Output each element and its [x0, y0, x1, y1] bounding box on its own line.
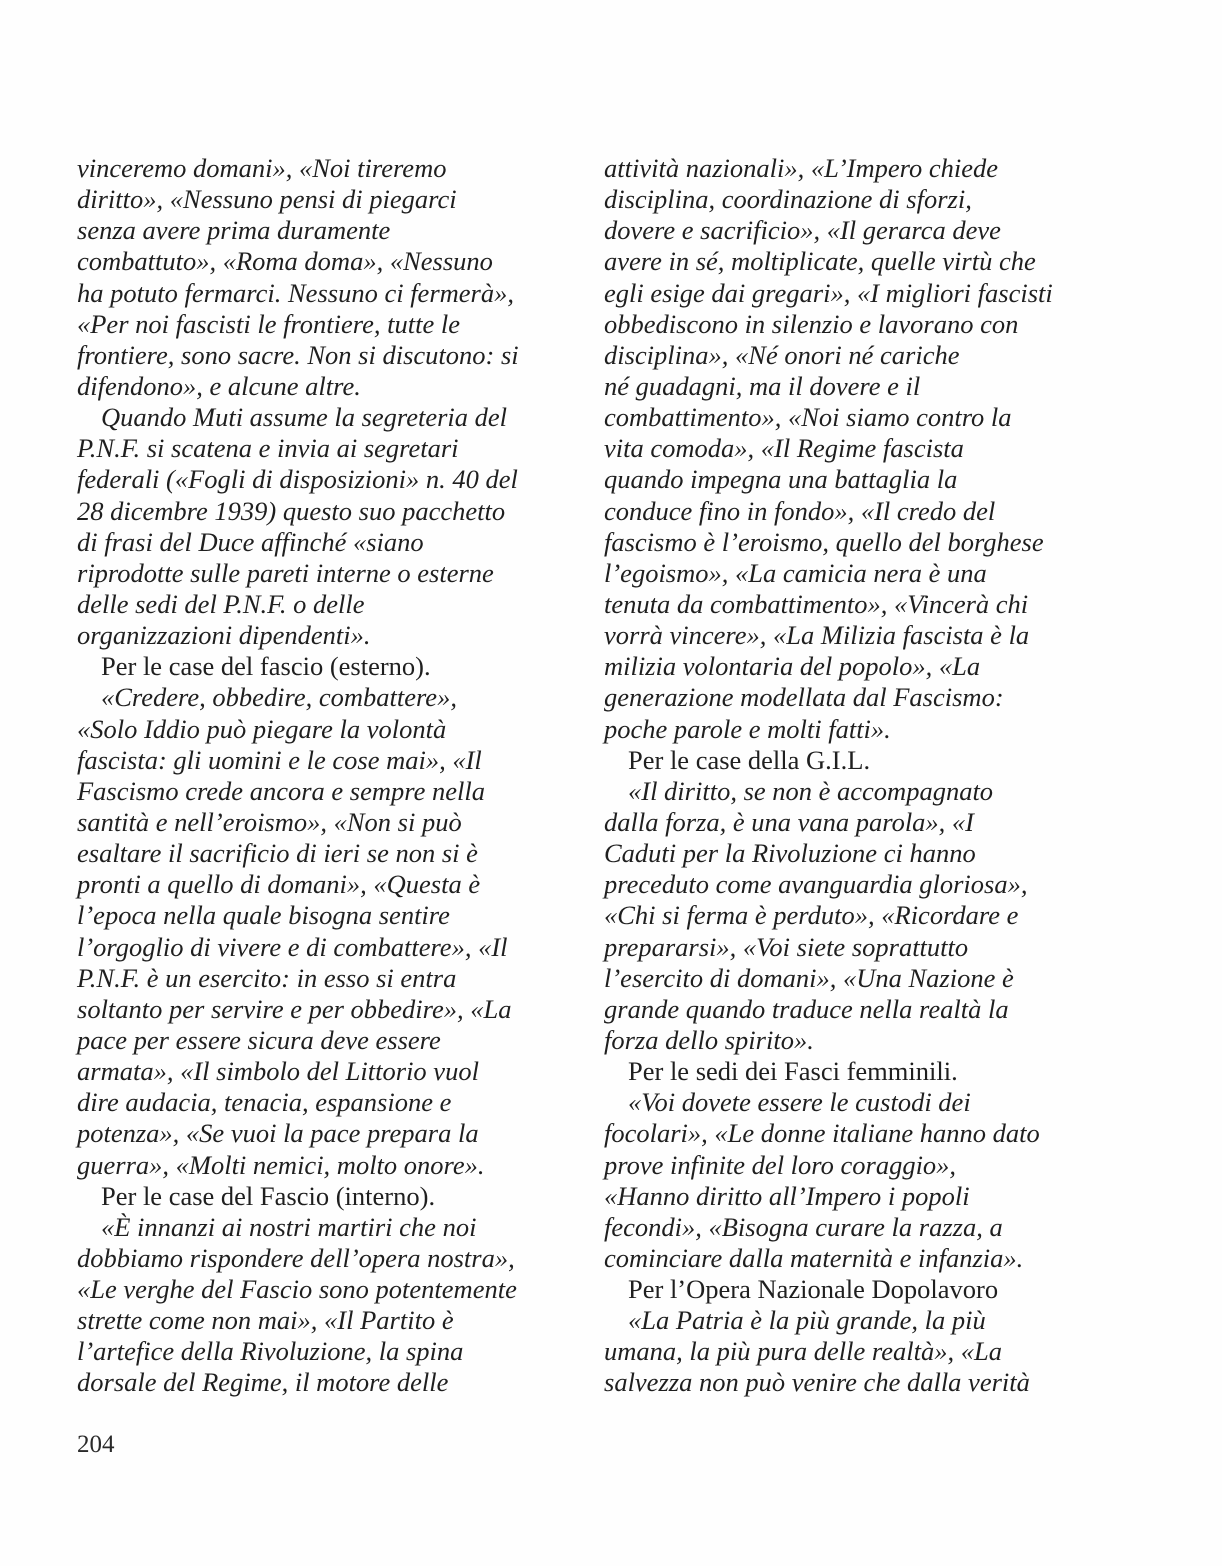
- text-line: senza avere prima duramente: [77, 215, 391, 246]
- text-line: dorsale del Regime, il motore delle: [77, 1367, 449, 1398]
- text-line: prepararsi», «Voi siete soprattutto: [604, 931, 969, 962]
- text-line: armata», «Il simbolo del Littorio vuol: [77, 1056, 479, 1087]
- text-line: Per le case della G.I.L.: [628, 744, 871, 775]
- text-line: Per le sedi dei Fasci femminili.: [628, 1056, 958, 1087]
- text-line: pronti a quello di domani», «Questa è: [77, 869, 481, 900]
- text-line: disciplina, coordinazione di sforzi,: [604, 184, 972, 215]
- text-line: 28 dicembre 1939) questo suo pacchetto: [77, 495, 506, 526]
- text-line: grande quando traduce nella realtà la: [604, 993, 1009, 1024]
- text-line: vita comoda», «Il Regime fascista: [604, 433, 964, 464]
- text-line: l’esercito di domani», «Una Nazione è: [604, 962, 1014, 993]
- text-line: fecondi», «Bisogna curare la razza, a: [604, 1211, 1003, 1242]
- text-line: «Il diritto, se non è accompagnato: [628, 775, 994, 806]
- text-line: pace per essere sicura deve essere: [77, 1024, 441, 1055]
- text-line: potenza», «Se vuoi la pace prepara la: [77, 1118, 479, 1149]
- text-line: focolari», «Le donne italiane hanno dato: [604, 1118, 1040, 1149]
- text-line: combattimento», «Noi siamo contro la: [604, 402, 1012, 433]
- text-line: «Solo Iddio può piegare la volontà: [77, 713, 447, 744]
- text-line: conduce fino in fondo», «Il credo del: [604, 495, 996, 526]
- text-line: «Chi si ferma è perduto», «Ricordare e: [604, 900, 1019, 931]
- text-line: «Le verghe del Fascio sono potentemente: [77, 1274, 517, 1305]
- text-line: «È innanzi ai nostri martiri che noi: [101, 1211, 477, 1242]
- text-line: federali («Fogli di disposizioni» n. 40 del: [77, 464, 518, 495]
- text-line: vorrà vincere», «La Milizia fascista è la: [604, 620, 1030, 651]
- text-line: «Credere, obbedire, combattere»,: [101, 682, 457, 713]
- text-line: fascismo è l’eroismo, quello del borghese: [604, 526, 1044, 557]
- text-line: P.N.F. è un esercito: in esso si entra: [77, 962, 457, 993]
- text-line: Per le case del Fascio (interno).: [101, 1180, 436, 1211]
- text-line: Per le case del fascio (esterno).: [101, 651, 431, 682]
- text-line: dobbiamo rispondere dell’opera nostra»,: [77, 1242, 515, 1273]
- text-line: prove infinite del loro coraggio»,: [604, 1149, 957, 1180]
- text-line: né guadagni, ma il dovere e il: [604, 370, 921, 401]
- text-line: organizzazioni dipendenti».: [77, 620, 371, 651]
- text-line: obbediscono in silenzio e lavorano con: [604, 308, 1019, 339]
- text-line: quando impegna una battaglia la: [604, 464, 958, 495]
- text-line: attività nazionali», «L’Impero chiede: [604, 153, 999, 183]
- page-number: 204: [77, 1431, 115, 1458]
- text-line: avere in sé, moltiplicate, quelle virtù che: [604, 246, 1036, 277]
- text-line: diritto», «Nessuno pensi di piegarci: [77, 184, 457, 215]
- text-line: delle sedi del P.N.F. o delle: [77, 588, 365, 619]
- text-line: l’artefice della Rivoluzione, la spina: [77, 1336, 464, 1367]
- text-line: guerra», «Molti nemici, molto onore».: [77, 1149, 485, 1180]
- text-line: Fascismo crede ancora e sempre nella: [77, 775, 485, 806]
- text-line: Quando Muti assume la segreteria del: [101, 402, 508, 433]
- text-line: poche parole e molti fatti».: [604, 713, 891, 744]
- text-line: generazione modellata dal Fascismo:: [604, 682, 1004, 713]
- text-line: ha potuto fermarci. Nessuno ci fermerà»,: [77, 277, 514, 308]
- text-line: fascista: gli uomini e le cose mai», «Il: [77, 744, 482, 775]
- text-line: l’orgoglio di vivere e di combattere», «Il: [77, 931, 508, 962]
- text-line: «Per noi fascisti le frontiere, tutte le: [77, 308, 460, 339]
- text-line: disciplina», «Né onori né cariche: [604, 339, 960, 370]
- text-line: umana, la più pura delle realtà», «La: [604, 1336, 1002, 1367]
- text-line: combattuto», «Roma doma», «Nessuno: [77, 246, 493, 277]
- text-line: cominciare dalla maternità e infanzia».: [604, 1242, 1024, 1273]
- text-line: frontiere, sono sacre. Non si discutono: si: [77, 339, 519, 370]
- text-line: forza dello spirito».: [604, 1024, 814, 1055]
- text-line: tenuta da combattimento», «Vincerà chi: [604, 588, 1029, 619]
- text-line: riprodotte sulle pareti interne o esterne: [77, 557, 494, 588]
- text-line: vinceremo domani», «Noi tireremo: [77, 153, 447, 183]
- text-line: esaltare il sacrificio di ieri se non si è: [77, 838, 478, 869]
- text-line: santità e nell’eroismo», «Non si può: [77, 806, 462, 837]
- text-line: «Voi dovete essere le custodi dei: [628, 1087, 971, 1118]
- text-line: dire audacia, tenacia, espansione e: [77, 1087, 452, 1118]
- text-line: milizia volontaria del popolo», «La: [604, 651, 981, 682]
- text-line: Caduti per la Rivoluzione ci hanno: [604, 838, 976, 869]
- text-line: egli esige dai gregari», «I migliori fascisti: [604, 277, 1053, 308]
- text-line: dalla forza, è una vana parola», «I: [604, 806, 975, 837]
- text-line: «La Patria è la più grande, la più: [628, 1305, 986, 1336]
- text-line: preceduto come avanguardia gloriosa»,: [604, 869, 1028, 900]
- text-line: soltanto per servire e per obbedire», «La: [77, 993, 512, 1024]
- text-line: di frasi del Duce affinché «siano: [77, 526, 424, 557]
- text-line: «Hanno diritto all’Impero i popoli: [604, 1180, 970, 1211]
- text-line: l’egoismo», «La camicia nera è una: [604, 557, 987, 588]
- right-text-column: [604, 153, 1094, 1399]
- text-line: dovere e sacrificio», «Il gerarca deve: [604, 215, 1001, 246]
- text-line: P.N.F. si scatena e invia ai segretari: [77, 433, 459, 464]
- left-text-column: [77, 153, 567, 1399]
- text-line: strette come non mai», «Il Partito è: [77, 1305, 454, 1336]
- text-line: Per l’Opera Nazionale Dopolavoro: [628, 1274, 999, 1305]
- text-line: salvezza non può venire che dalla verità: [604, 1367, 1030, 1398]
- text-line: difendono», e alcune altre.: [77, 370, 361, 401]
- text-line: l’epoca nella quale bisogna sentire: [77, 900, 450, 931]
